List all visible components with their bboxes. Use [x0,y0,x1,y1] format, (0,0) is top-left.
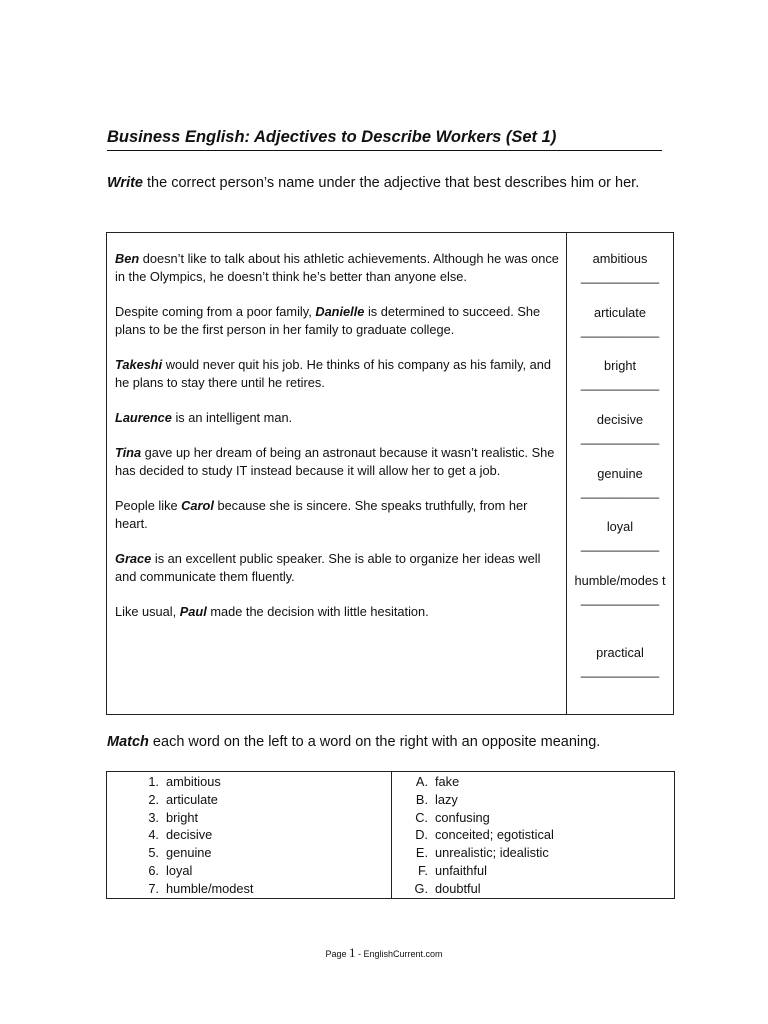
story-post: gave up her dream of being an astronaut because it wasn’t realistic. She has decided to study IT instead because it will allow her to get a job. [115,445,555,478]
item-letter: E. [415,845,428,861]
story-item [115,250,560,286]
item-text: decisive [166,827,213,843]
instruction-match [107,732,662,752]
footer-prefix: Page [325,949,349,959]
adjective-word: genuine [597,465,643,481]
adjective-item [567,518,673,572]
story-post: because she is sincere. She speaks truthfully, from her heart. [115,498,528,531]
adjective-item [567,411,673,465]
list-item [405,826,674,844]
adjective-word: articulate [594,304,646,320]
list-item [405,844,674,862]
page-number: 1 [349,945,356,960]
list-item [136,826,391,844]
adjective-item [567,572,673,644]
story-item [115,409,560,427]
instruction-match-text: each word on the left to a word on the right with an opposite meaning. [148,734,601,750]
item-number: 1. [148,774,159,789]
item-text: ambitious [166,774,221,789]
answer-blank[interactable]: ___________ [580,663,660,679]
instruction-match-lead: Match [107,734,149,750]
story-post: made the decision with little hesitation. [206,604,429,619]
person-name: Tina [115,445,142,460]
person-name: Laurence [115,410,172,425]
answer-blank[interactable]: ___________ [580,483,660,499]
list-item [136,880,391,898]
item-letter: B. [415,791,428,807]
item-text: conceited; egotistical [435,827,554,843]
item-number: 2. [148,791,159,807]
worksheet-title: Business English: Adjectives to Describe Workers (Set 1) [107,128,662,151]
exercise-table [106,232,674,715]
person-name: Carol [181,498,214,513]
item-number: 3. [148,809,159,825]
answer-blank[interactable]: ___________ [580,537,660,553]
adjectives-column [567,233,673,714]
story-post: is determined to succeed. She plans to be the first person in her family to graduate college. [115,304,541,337]
item-text: genuine [166,845,212,861]
answer-blank[interactable]: ___________ [580,430,660,446]
matching-left-column [107,772,392,898]
adjective-word: bright [603,358,636,374]
person-name: Grace [115,551,152,566]
adjective-word: ambitious [592,251,648,266]
matching-table [106,771,675,899]
item-number: 6. [148,862,159,878]
story-item [115,303,560,339]
adjective-item [567,465,673,519]
instruction-write-lead: Write [107,175,143,191]
item-text: loyal [166,862,193,878]
story-item [115,550,560,586]
story-item [115,603,560,621]
adjective-item [567,644,673,698]
item-letter: D. [415,827,428,843]
person-name: Takeshi [115,357,163,372]
story-post: doesn’t like to talk about his athletic achievements. Although he was once in the Olympics, he doesn’t think he’s better than anyone else. [115,251,559,284]
list-item [136,809,391,827]
item-letter: A. [415,774,428,789]
item-letter: G. [414,880,428,896]
adjective-word: practical [596,645,644,661]
list-item [136,773,391,791]
item-text: lazy [435,791,458,807]
item-text: confusing [435,809,490,825]
page-footer [0,945,768,961]
item-number: 5. [148,845,159,861]
adjective-item [567,250,673,304]
adjective-word: humble/modes t [574,573,666,589]
answer-blank[interactable]: ___________ [580,591,660,607]
matching-right-column [392,772,674,898]
story-pre: Like usual, [115,604,180,619]
adjective-word: decisive [596,412,644,428]
story-item [115,497,560,533]
story-post: is an excellent public speaker. She is able to organize her ideas well and communicate them fluently. [115,551,541,584]
item-text: bright [166,809,199,825]
list-item [405,791,674,809]
item-text: fake [435,774,460,789]
adjective-item [567,304,673,358]
item-text: articulate [166,791,218,807]
story-post: is an intelligent man. [171,410,293,425]
person-name: Paul [179,604,207,619]
item-text: unrealistic; idealistic [435,845,549,861]
footer-site: - EnglishCurrent.com [355,949,443,959]
adjective-item [567,357,673,411]
item-number: 7. [148,880,159,896]
list-item [405,862,674,880]
list-item [405,773,674,791]
answer-blank[interactable]: ___________ [580,269,660,284]
list-item [136,791,391,809]
list-item [405,809,674,827]
item-letter: F. [418,862,428,878]
person-name: Ben [115,251,140,266]
item-text: doubtful [435,880,481,896]
item-text: unfaithful [435,862,487,878]
story-pre: People like [115,498,182,513]
story-item [115,444,560,480]
story-pre: Despite coming from a poor family, [115,304,316,319]
list-item [136,862,391,880]
instruction-write [107,173,662,193]
item-number: 4. [148,827,159,843]
answer-blank[interactable]: ___________ [580,376,660,392]
stories-column [107,233,567,714]
answer-blank[interactable]: ___________ [580,322,660,338]
person-name: Danielle [315,304,365,319]
instruction-write-text: the correct person’s name under the adjective that best describes him or her. [143,175,640,191]
list-item [405,880,674,898]
story-item [115,356,560,392]
adjective-word: loyal [606,519,634,535]
story-post: would never quit his job. He thinks of his company as his family, and he plans to stay there until he retires. [115,357,552,390]
item-letter: C. [415,809,428,825]
item-text: humble/modest [166,880,254,896]
list-item [136,844,391,862]
